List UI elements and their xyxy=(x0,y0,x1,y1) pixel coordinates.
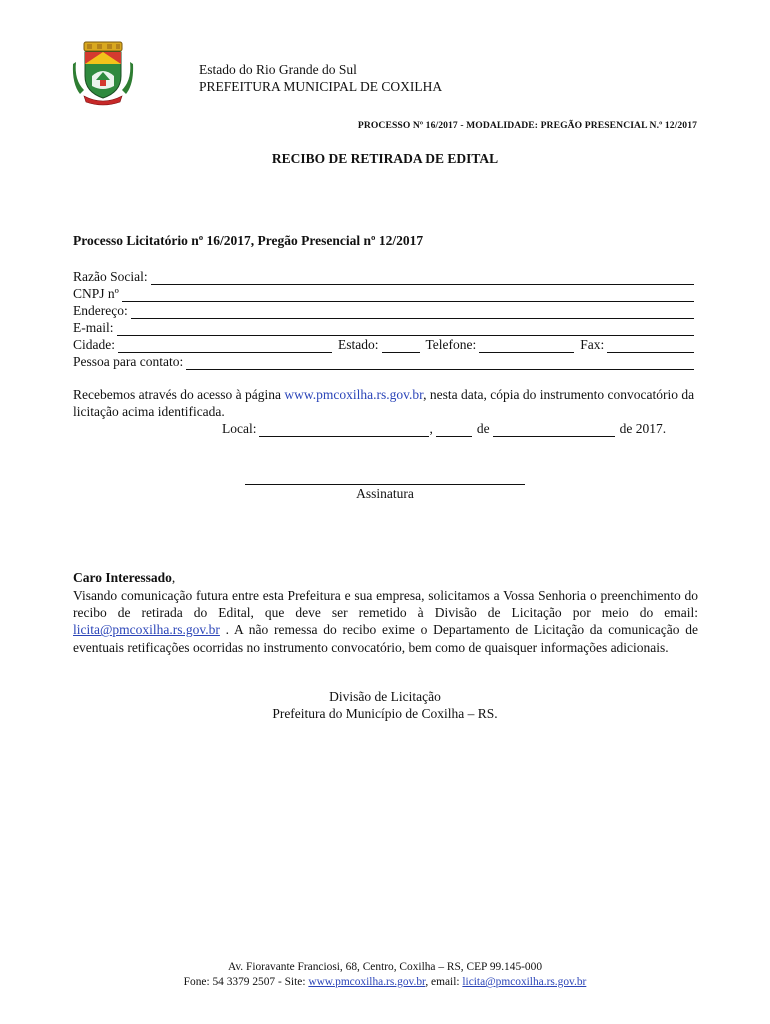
month-blank[interactable] xyxy=(493,423,615,437)
email-label: E-mail: xyxy=(73,320,114,335)
document-title: RECIBO DE RETIRADA DE EDITAL xyxy=(271,151,499,166)
telefone-blank[interactable] xyxy=(479,339,574,353)
footer-site-link[interactable]: www.pmcoxilha.rs.gov.br xyxy=(308,976,426,988)
signature-line[interactable] xyxy=(245,484,525,485)
local-blank[interactable] xyxy=(259,423,429,437)
signature-label: Assinatura xyxy=(356,486,414,501)
contato-blank[interactable] xyxy=(186,356,694,370)
site-link[interactable]: www.pmcoxilha.rs.gov.br xyxy=(284,387,424,402)
footer-email-label: , email: xyxy=(425,976,463,988)
footer-contact xyxy=(0,975,770,990)
cidade-label: Cidade: xyxy=(73,337,115,352)
endereco-label: Endereço: xyxy=(73,303,128,318)
email-blank[interactable] xyxy=(117,322,695,336)
endereco-blank[interactable] xyxy=(131,305,694,319)
receipt-form xyxy=(73,268,694,370)
form-row-cnpj xyxy=(73,285,694,302)
form-row-razao-social xyxy=(73,268,694,285)
cnpj-label: CNPJ nº xyxy=(73,286,119,301)
email-link[interactable]: licita@pmcoxilha.rs.gov.br xyxy=(73,622,220,638)
notice-paragraph xyxy=(73,386,698,420)
fax-label: Fax: xyxy=(580,337,605,352)
cnpj-blank[interactable] xyxy=(122,288,694,302)
footer-phone: Fone: 54 3379 2507 - Site: xyxy=(183,976,309,988)
estado-label: Estado: xyxy=(338,337,379,352)
footer xyxy=(0,960,770,990)
greeting-punct: , xyxy=(171,570,176,585)
local-label: Local: xyxy=(222,421,257,436)
greeting-text: Caro Interessado xyxy=(73,570,172,585)
closing-block xyxy=(0,688,770,722)
letter-text-2: . A não remessa do recibo exime o Departamento de Licitação da comunicação de eventuais retificações ocorridas no instrumento convocatório, bem como de quaisquer informações adicionais. xyxy=(73,622,698,655)
closing-division: Divisão de Licitação xyxy=(329,689,441,704)
form-row-email xyxy=(73,319,694,336)
razao-social-label: Razão Social: xyxy=(73,269,148,284)
letter-body xyxy=(73,587,698,656)
footer-address: Av. Fioravante Franciosi, 68, Centro, Coxilha – RS, CEP 99.145-000 xyxy=(227,961,543,973)
header-block xyxy=(199,61,442,95)
municipality-name: PREFEITURA MUNICIPAL DE COXILHA xyxy=(199,79,443,94)
footer-email-link[interactable]: licita@pmcoxilha.rs.gov.br xyxy=(462,976,587,988)
form-row-contato xyxy=(73,353,694,370)
de-label: de xyxy=(476,421,490,436)
state-name: Estado do Rio Grande do Sul xyxy=(199,62,357,77)
form-row-cidade xyxy=(73,336,694,353)
document-subtitle: Processo Licitatório nº 16/2017, Pregão Presencial nº 12/2017 xyxy=(73,233,424,248)
contato-label: Pessoa para contato: xyxy=(73,354,184,369)
form-row-endereco xyxy=(73,302,694,319)
razao-social-blank[interactable] xyxy=(151,271,694,285)
process-line: PROCESSO Nº 16/2017 - MODALIDADE: PREGÃO PRESENCIAL N.º 12/2017 xyxy=(357,120,697,131)
notice-text-post: , nesta data, cópia do instrumento convocatório da licitação acima identificada. xyxy=(73,387,695,419)
coat-of-arms-logo xyxy=(70,40,136,106)
telefone-label: Telefone: xyxy=(425,337,477,352)
cidade-blank[interactable] xyxy=(118,339,332,353)
closing-municipality: Prefeitura do Município de Coxilha – RS. xyxy=(272,706,498,721)
local-date-line xyxy=(222,420,666,437)
estado-blank[interactable] xyxy=(382,339,420,353)
letter-text-1: Visando comunicação futura entre esta Prefeitura e sua empresa, solicitamos a Vossa Senhoria o preenchimento do recibo de retirada do Edital, que deve ser remetido à Divisão de Licitação por meio do email: xyxy=(73,588,698,621)
day-blank[interactable] xyxy=(436,423,472,437)
fax-blank[interactable] xyxy=(607,339,694,353)
greeting xyxy=(73,570,175,586)
notice-text-pre: Recebemos através do acesso à página xyxy=(73,387,285,402)
local-comma: , xyxy=(429,421,433,436)
year-label: de 2017. xyxy=(619,421,667,436)
